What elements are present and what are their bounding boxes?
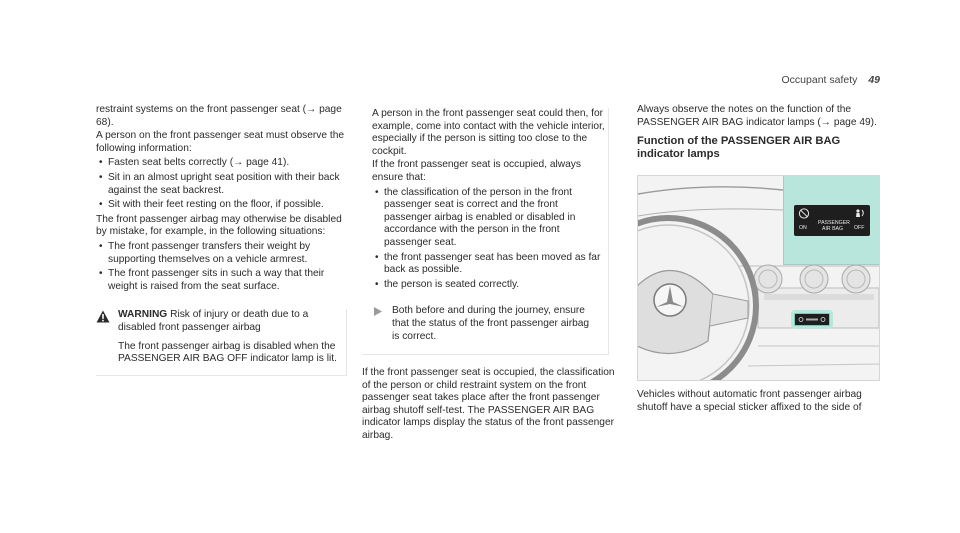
paragraph: restraint systems on the front passenger seat (→ page 68). — [96, 104, 342, 128]
bullet-list — [372, 187, 608, 292]
warning-label: WARNING — [118, 309, 168, 321]
column-2 — [362, 108, 620, 444]
warning-header — [96, 309, 338, 334]
paragraph: A person in the front passenger seat could then, for example, come into contact with the vehicle interior, especially if the person is sitting too close to the cockpit. — [372, 108, 605, 157]
list-item: • Fasten seat belts correctly (→ page 41). — [96, 157, 348, 170]
passenger-airbag-indicator-panel — [794, 205, 870, 236]
airbag-label: AIR BAG — [822, 226, 844, 233]
warning-continuation-box — [362, 108, 609, 355]
on-label: ON — [799, 225, 807, 232]
paragraph: If the front passenger seat is occupied, always ensure that: — [372, 159, 581, 183]
list-item: • the person is seated correctly. — [372, 279, 608, 292]
list-item: • Sit in an almost upright seat position with their back against the seat backrest. — [96, 172, 348, 197]
list-item: • The front passenger sits in such a way that their weight is raised from the seat surface. — [96, 268, 348, 293]
indicator-location-marker — [794, 313, 830, 326]
paragraph: If the front passenger seat is occupied, the classification of the person or child restraint system on the front passenger seat takes place after the front passenger airbag shutoff self-test. The PASSENGER AIR BAG indicator lamps display the status of the front passenger airbag. — [362, 367, 615, 442]
airbag-off-icon — [798, 208, 810, 219]
indicator-lamp-icon — [795, 314, 829, 325]
seat-airbag-icon — [854, 208, 866, 219]
indicator-callout — [783, 176, 880, 265]
warning-triangle-icon — [96, 310, 110, 323]
warning-title: Risk of injury or death due to a disabled front passenger airbag — [118, 309, 309, 333]
paragraph: The front passenger airbag may otherwise be disabled by mistake, for example, in the following situations: — [96, 213, 342, 238]
passenger-label: PASSENGER — [818, 220, 850, 227]
list-item: • The front passenger transfers their weight by supporting themselves on a vehicle armrest. — [96, 241, 348, 266]
bullet-list — [96, 157, 348, 211]
section-heading: Function of the PASSENGER AIR BAG indicator lamps — [637, 135, 841, 161]
arrow-right-icon — [374, 307, 382, 316]
section-title: Occupant safety — [781, 74, 858, 86]
paragraph: Vehicles without automatic front passenger airbag shutoff have a special sticker affixed to the side of — [637, 389, 862, 413]
page-number: 49 — [868, 74, 880, 86]
warning-box — [96, 309, 347, 375]
list-item: • Sit with their feet resting on the floor, if possible. — [96, 199, 348, 212]
tip-text: Both before and during the journey, ensure that the status of the front passenger airbag is correct. — [392, 305, 590, 342]
warning-body: The front passenger airbag is disabled when the PASSENGER AIR BAG OFF indicator lamp is lit. — [118, 340, 337, 365]
tip-note — [362, 305, 608, 344]
bullet-list — [96, 241, 348, 293]
paragraph: Always observe the notes on the function of the PASSENGER AIR BAG indicator lamps (→ page 49). — [637, 104, 877, 128]
dashboard-illustration — [637, 175, 880, 381]
warning-heading — [118, 309, 338, 334]
off-label: OFF — [854, 225, 865, 232]
column-1 — [96, 104, 348, 376]
paragraph: A person on the front passenger seat must observe the following information: — [96, 130, 345, 154]
page-header — [782, 74, 880, 87]
column-3 — [637, 104, 884, 415]
list-item: • the front passenger seat has been moved as far back as possible. — [372, 252, 608, 277]
list-item: • the classification of the person in the front passenger seat is correct and the front passenger airbag is enabled or disabled in accordance with the person in the front passenger seat. — [372, 187, 608, 250]
